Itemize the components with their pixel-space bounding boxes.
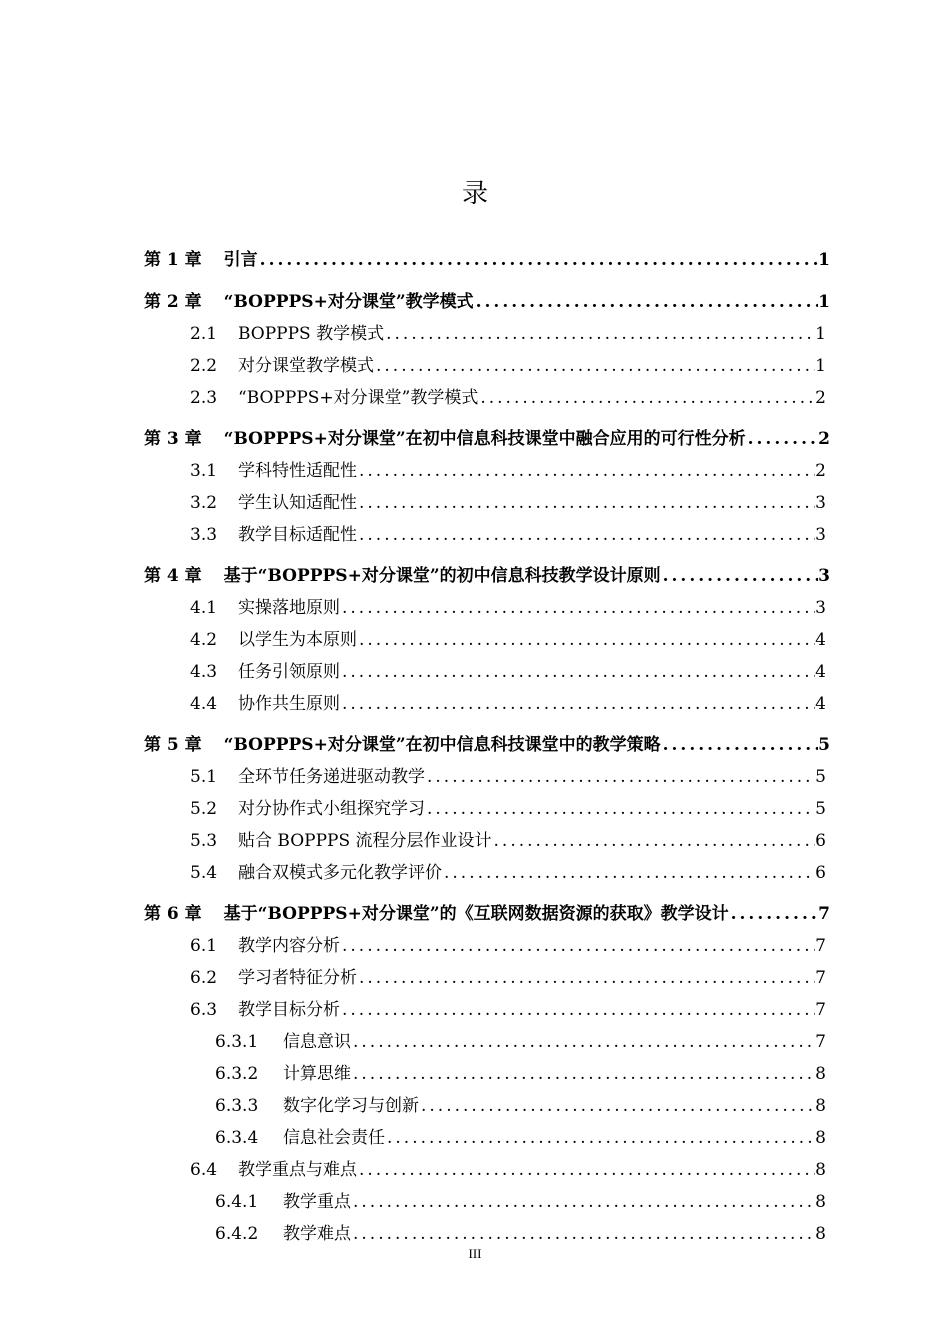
toc-entry[interactable] [144,289,830,315]
toc-entry-page: 7 [818,904,830,924]
toc-entry-number: 4.1 [190,598,218,618]
toc-entry-title: “BOPPPS+对分课堂”教学模式 [238,388,479,408]
toc-entry[interactable] [190,860,826,886]
toc-dot-leader [340,595,815,621]
toc-entry[interactable] [190,997,826,1023]
toc-entry-page: 7 [815,968,826,988]
toc-dot-leader [351,1189,815,1215]
toc-dot-leader [357,490,815,516]
toc-entry-page: 8 [815,1192,826,1212]
toc-dot-leader [340,933,815,959]
toc-entry[interactable] [190,1157,826,1183]
toc-entry[interactable] [190,385,826,411]
toc-entry[interactable] [144,901,830,927]
toc-entry-page: 3 [815,493,826,513]
toc-dot-leader [351,1061,815,1087]
toc-entry-page: 1 [818,292,830,312]
toc-dot-leader [340,691,815,717]
toc-entry-title: 教学目标适配性 [238,525,357,545]
toc-entry-page: 1 [815,356,826,376]
toc-entry-number: 3.3 [190,525,218,545]
toc-entry[interactable] [190,691,826,717]
toc-entry-page: 5 [815,767,826,787]
toc-entry-page: 6 [815,831,826,851]
toc-entry-page: 8 [815,1128,826,1148]
toc-entry-title: 信息社会责任 [283,1128,385,1148]
toc-entry-title: 引言 [223,250,258,270]
toc-entry[interactable] [190,627,826,653]
toc-dot-leader [661,563,819,589]
toc-entry[interactable] [190,490,826,516]
toc-entry[interactable] [144,247,830,273]
toc-entry-number: 第 1 章 [144,250,202,270]
toc-entry-title: 教学难点 [283,1224,351,1244]
toc-entry[interactable] [190,828,826,854]
toc-dot-leader [340,997,815,1023]
toc-entry-number: 6.3.2 [215,1064,259,1084]
toc-entry[interactable] [190,321,826,347]
toc-entry-title: 贴合 BOPPPS 流程分层作业设计 [238,831,492,851]
toc-entry-page: 8 [815,1224,826,1244]
toc-entry-page: 1 [815,324,826,344]
toc-dot-leader [374,353,815,379]
toc-entry[interactable] [144,426,830,452]
toc-dot-leader [340,659,815,685]
toc-entry-number: 4.3 [190,662,218,682]
toc-entry-page: 6 [815,863,826,883]
toc-dot-leader [357,1157,815,1183]
toc-entry-number: 2.3 [190,388,218,408]
toc-entry-page: 2 [815,388,826,408]
toc-entry-title: 协作共生原则 [238,694,340,714]
toc-entry-number: 6.3.1 [215,1032,259,1052]
toc-entry-number: 5.2 [190,799,218,819]
toc-entry-title: BOPPPS 教学模式 [238,324,385,344]
toc-entry[interactable] [190,764,826,790]
toc-entry[interactable] [190,353,826,379]
toc-entry-number: 4.2 [190,630,218,650]
toc-entry-title: 基于“BOPPPS+对分课堂”的《互联网数据资源的获取》教学设计 [223,904,729,924]
toc-dot-leader [492,828,816,854]
toc-entry-title: 计算思维 [283,1064,351,1084]
toc-entry-number: 6.1 [190,936,218,956]
toc-entry[interactable] [190,458,826,484]
toc-dot-leader [425,796,815,822]
toc-entry-title: 融合双模式多元化教学评价 [238,863,442,883]
toc-entry-number: 5.1 [190,767,218,787]
toc-dot-leader [474,289,819,315]
toc-entry[interactable] [190,933,826,959]
toc-entry-title: 学科特性适配性 [238,461,357,481]
toc-dot-leader [419,1093,815,1119]
toc-entry-title: 基于“BOPPPS+对分课堂”的初中信息科技教学设计原则 [223,566,661,586]
toc-entry[interactable] [215,1125,826,1151]
toc-dot-leader [746,426,819,452]
toc-entry-title: 教学重点与难点 [238,1160,357,1180]
toc-entry[interactable] [190,965,826,991]
toc-entry-title: 学生认知适配性 [238,493,357,513]
toc-entry-number: 6.3 [190,1000,218,1020]
toc-entry-title: 全环节任务递进驱动教学 [238,767,425,787]
toc-dot-leader [351,1029,815,1055]
toc-entry-title: 以学生为本原则 [238,630,357,650]
toc-dot-leader [384,321,815,347]
toc-entry-page: 1 [818,250,830,270]
toc-entry-title: “BOPPPS+对分课堂”在初中信息科技课堂中融合应用的可行性分析 [223,429,746,449]
toc-entry-number: 3.2 [190,493,218,513]
toc-entry-title: 数字化学习与创新 [283,1096,419,1116]
toc-entry-number: 6.3.4 [215,1128,259,1148]
toc-entry-page: 2 [818,429,830,449]
toc-entry-number: 第 6 章 [144,904,202,924]
toc-dot-leader [661,732,819,758]
toc-entry-number: 6.3.3 [215,1096,259,1116]
toc-entry-page: 2 [815,461,826,481]
toc-entry-page: 7 [815,1000,826,1020]
toc-entry[interactable] [190,659,826,685]
toc-dot-leader [478,385,815,411]
toc-entry[interactable] [190,796,826,822]
toc-entry-number: 2.2 [190,356,218,376]
toc-dot-leader [258,247,818,273]
toc-entry-number: 第 4 章 [144,566,202,586]
toc-entry-page: 4 [815,694,826,714]
page-title: 录 [461,179,488,209]
toc-entry-title: 实操落地原则 [238,598,340,618]
toc-entry[interactable] [215,1189,826,1215]
toc-entry-number: 4.4 [190,694,218,714]
toc-entry-title: 信息意识 [283,1032,351,1052]
toc-entry-title: 教学内容分析 [238,936,340,956]
toc-entry-number: 5.3 [190,831,218,851]
toc-entry[interactable] [215,1061,826,1087]
toc-entry-title: 学习者特征分析 [238,968,357,988]
toc-entry-number: 第 2 章 [144,292,202,312]
toc-dot-leader [442,860,815,886]
toc-entry[interactable] [144,563,830,589]
toc-entry-number: 6.2 [190,968,218,988]
toc-entry-page: 5 [815,799,826,819]
toc-entry[interactable] [215,1093,826,1119]
toc-entry-title: 对分课堂教学模式 [238,356,374,376]
toc-entry-page: 5 [818,735,830,755]
toc-dot-leader [729,901,819,927]
toc-entry-page: 4 [815,630,826,650]
toc-entry-title: 对分协作式小组探究学习 [238,799,425,819]
toc-entry-title: 任务引领原则 [238,662,340,682]
toc-entry-title: 教学重点 [283,1192,351,1212]
toc-entry[interactable] [215,1221,826,1247]
toc-entry-title: “BOPPPS+对分课堂”在初中信息科技课堂中的教学策略 [223,735,661,755]
toc-entry[interactable] [144,732,830,758]
toc-entry-title: “BOPPPS+对分课堂”教学模式 [223,292,474,312]
toc-entry-page: 8 [815,1096,826,1116]
toc-entry-number: 2.1 [190,324,218,344]
toc-entry-page: 7 [815,1032,826,1052]
toc-dot-leader [351,1221,815,1247]
toc-entry-page: 3 [818,566,830,586]
toc-entry-number: 6.4.2 [215,1224,259,1244]
toc-dot-leader [357,627,815,653]
toc-entry-number: 6.4.1 [215,1192,259,1212]
toc-entry-title: 教学目标分析 [238,1000,340,1020]
toc-entry-number: 5.4 [190,863,218,883]
toc-dot-leader [357,522,815,548]
page-number-footer: III [468,1246,482,1261]
toc-dot-leader [385,1125,815,1151]
toc-entry-number: 6.4 [190,1160,218,1180]
toc-dot-leader [357,458,815,484]
toc-entry[interactable] [190,522,826,548]
toc-dot-leader [357,965,815,991]
toc-entry-number: 3.1 [190,461,218,481]
toc-entry-page: 4 [815,662,826,682]
toc-entry-number: 第 5 章 [144,735,202,755]
toc-entry[interactable] [190,595,826,621]
toc-entry-number: 第 3 章 [144,429,202,449]
toc-entry[interactable] [215,1029,826,1055]
toc-entry-page: 3 [815,598,826,618]
toc-entry-page: 8 [815,1064,826,1084]
toc-entry-page: 8 [815,1160,826,1180]
toc-dot-leader [425,764,815,790]
toc-entry-page: 3 [815,525,826,545]
toc-entry-page: 7 [815,936,826,956]
